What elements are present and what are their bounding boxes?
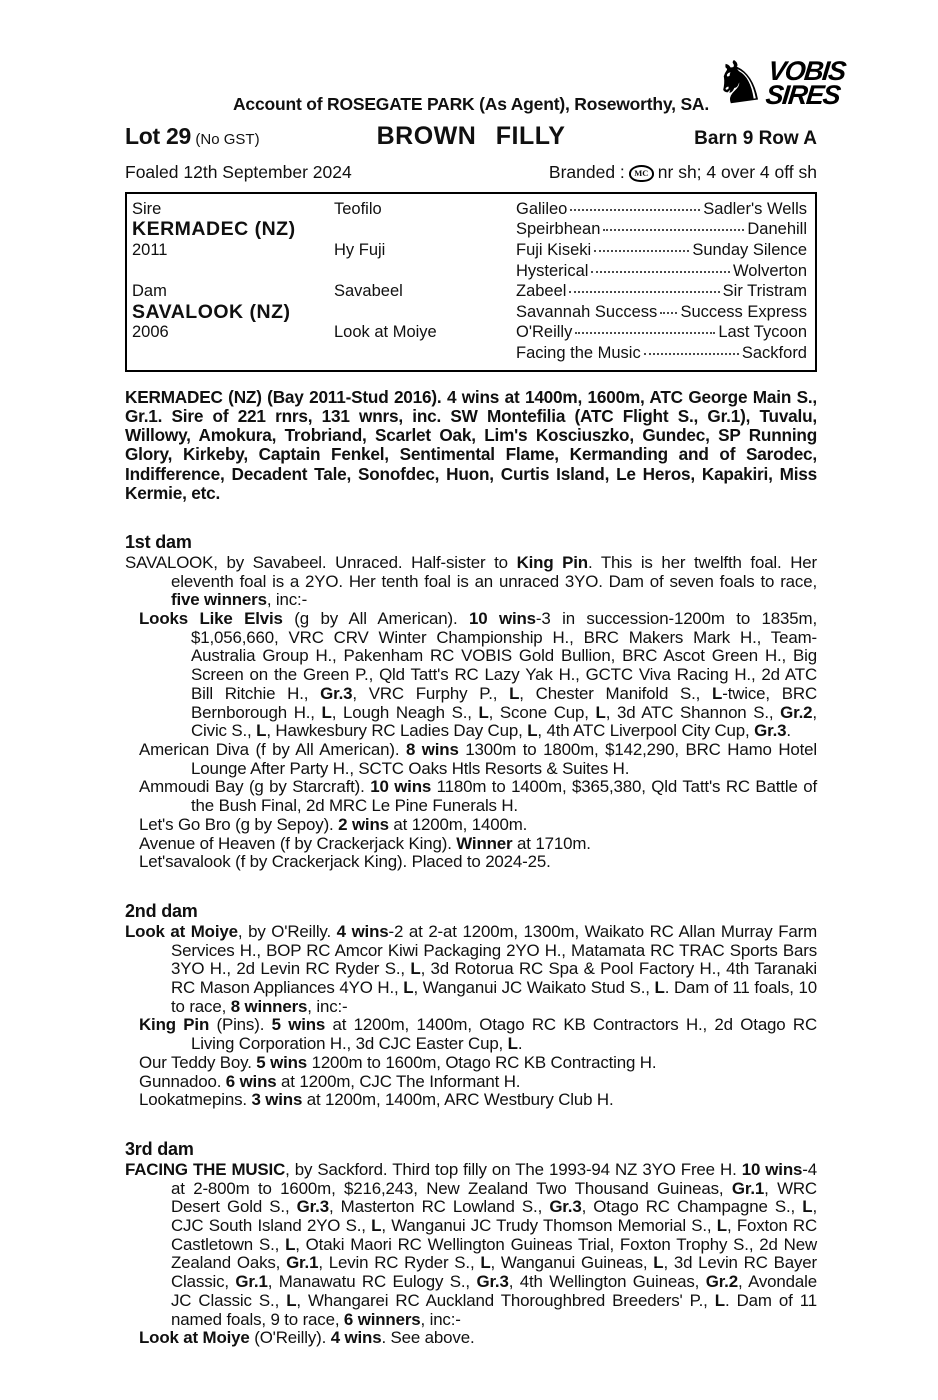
- progeny-entry: Look at Moiye (O'Reilly). 4 wins. See above.: [139, 1328, 475, 1348]
- section-1st-dam: [125, 532, 817, 872]
- progeny-entry: King Pin (Pins). 5 wins at 1200m, 1400m, Otago RC KB Contractors H., 2d Otago RC Living Corporation H., 3d CJC Easter Cup, L.: [139, 1015, 818, 1054]
- barn-row-label: Barn 9 Row A: [694, 128, 817, 149]
- dotted-leader: [570, 209, 700, 211]
- dam-year: 2006: [132, 323, 169, 342]
- dotted-leader: [603, 229, 744, 231]
- section-heading: 1st dam: [125, 531, 192, 552]
- ancestor-name: Galileo: [516, 199, 568, 218]
- ancestor-name: Speirbhean: [516, 220, 601, 239]
- ancestor-name: O'Reilly: [516, 323, 573, 342]
- progeny-entry: Lookatmepins. 3 wins at 1200m, 1400m, ARC Westbury Club H.: [139, 1090, 614, 1110]
- ancestor-sire: Sir Tristram: [722, 282, 807, 301]
- section-2nd-dam: [125, 901, 817, 1110]
- sire-name: KERMADEC (NZ): [132, 218, 296, 241]
- progeny-entry: Avenue of Heaven (f by Crackerjack King). Winner at 1710m.: [139, 833, 591, 853]
- lot-number: Lot 29: [125, 123, 191, 149]
- grandparent-row: [516, 200, 807, 219]
- progeny-entry: Ammoudi Bay (g by Starcraft). 10 wins 1180m to 1400m, $365,380, Qld Tatt's RC Battle of the Bush Final, 2d MRC Le Pine Funerals H.: [139, 777, 817, 816]
- sire-sire: Teofilo: [334, 199, 382, 218]
- dam-sire: Savabeel: [334, 282, 403, 301]
- ancestor-sire: Danehill: [747, 220, 807, 239]
- dotted-leader: [569, 291, 719, 293]
- progeny-entry: Looks Like Elvis (g by All American). 10 wins-3 in succession-1200m to 1835m, $1,056,660, VRC CRV Winter Championship H., BRC Makers Mark H., Team-Australia Group H., Pakenham RC VOBIS Gold Bullion, BRC Ascot Green H., Big Screen on the Green P., Qld Tatt's RC Lazy Yak H., GCTC Viva Racing H., 2d ATC Bill Ritchie H., Gr.3, VRC Furphy P., L, Chester Manifold S., L-twice, BRC Bernborough H., L, Lough Neagh S., L, Scone Cup, L, 3d ATC Shannon S., Gr.2, Civic S., L, Hawkesbury RC Ladies Day Cup, L, 4th ATC Liverpool City Cup, Gr.3.: [139, 609, 818, 741]
- section-3rd-dam: [125, 1139, 817, 1348]
- grandparent-row: [516, 323, 807, 342]
- branded-text: nr sh; 4 over 4 off sh: [657, 162, 817, 182]
- sire-summary: KERMADEC (NZ) (Bay 2011-Stud 2016). 4 wins at 1400m, 1600m, ATC George Main S., Gr.1. Sire of 221 rnrs, 131 wnrs, inc. SW Montefilia (ATC Flight S., Gr.1), Tuvalu, Willowy, Amokura, Trobriand, Scarlet Oak, Lim's Kosciuszko, Gundec, SP Running Glory, Kirkeby, Captain Fenkel, Sentimental Flame, Kermanding and of Sarodec, Indifference, Decadent Tale, Sonofdec, Huon, Curtis Island, Le Heros, Kapakiri, Miss Kermie, etc.: [125, 386, 817, 503]
- ancestor-name: Hysterical: [516, 261, 589, 280]
- foaled-date: Foaled 12th September 2024: [125, 162, 352, 182]
- dam-paragraph: SAVALOOK, by Savabeel. Unraced. Half-sister to King Pin. This is her twelfth foal. Her eleventh foal is a 2YO. Her tenth foal is an unraced 3YO. Dam of seven foals to race, five winners, inc:-: [125, 552, 817, 610]
- grandparent-row: [516, 282, 807, 301]
- ancestor-sire: Last Tycoon: [718, 323, 807, 342]
- dam-dam: Look at Moiye: [334, 323, 437, 342]
- grandparent-row: [516, 303, 807, 322]
- grandparent-row: [516, 262, 807, 281]
- logo-line2: SIRES: [764, 80, 842, 110]
- ancestor-sire: Wolverton: [733, 261, 807, 280]
- progeny-entry: Gunnadoo. 6 wins at 1200m, CJC The Informant H.: [139, 1071, 521, 1091]
- logo-line1: VOBIS: [767, 55, 847, 86]
- branded-label: Branded :: [548, 162, 625, 182]
- lot-header-row: [125, 122, 817, 151]
- progeny-entry: Let's Go Bro (g by Sepoy). 2 wins at 1200m, 1400m.: [139, 814, 528, 834]
- account-line: Account of ROSEGATE PARK (As Agent), Roseworthy, SA.: [232, 94, 710, 114]
- horse-jockey-icon: ♞: [709, 46, 770, 119]
- dotted-leader: [591, 271, 730, 273]
- ancestor-name: Savannah Success: [516, 302, 658, 321]
- foal-brand-row: [125, 162, 817, 183]
- vobis-sires-logo: [709, 46, 847, 119]
- ancestor-sire: Success Express: [680, 302, 807, 321]
- grandparent-row: [516, 344, 807, 363]
- sire-role-label: Sire: [132, 199, 162, 218]
- dam-name: SAVALOOK (NZ): [132, 300, 291, 323]
- horse-title: BROWN FILLY: [376, 122, 566, 150]
- ancestor-sire: Sunday Silence: [692, 240, 807, 259]
- dam-paragraph: FACING THE MUSIC, by Sackford. Third top filly on The 1993-94 NZ 3YO Free H. 10 wins-4 at 2-800m to 1600m, $216,243, New Zealand Two Thousand Guineas, Gr.1, WRC Desert Gold S., Gr.3, Masterton RC Lowland S., Gr.3, Otago RC Champagne S., L, CJC South Island 2YO S., L, Wanganui JC Trudy Thomson Memorial S., L, Foxton RC Castletown S., L, Otaki Maori RC Wellington Guineas Trial, Foxton Trophy S., 2d New Zealand Oaks, Gr.1, Levin RC Ryder S., L, Wanganui Guineas, L, 3d Levin RC Bayer Classic, Gr.1, Manawatu RC Eulogy S., Gr.3, 4th Wellington Guineas, Gr.2, Avondale JC Classic S., L, Whangarei RC Auckland Thoroughbred Breeders' P., L. Dam of 11 named foals, 9 to race, 6 winners, inc:-: [125, 1159, 818, 1329]
- progeny-entry: American Diva (f by All American). 8 wins 1300m to 1800m, $142,290, BRC Hamo Hotel Lounge After Party H., SCTC Oaks Htls Resorts & Suites H.: [139, 740, 817, 778]
- lot-block: [125, 123, 377, 150]
- ancestor-name: Fuji Kiseki: [516, 240, 592, 259]
- brand-mark-icon: MC: [629, 165, 654, 182]
- section-heading: 2nd dam: [125, 900, 198, 921]
- dam-paragraph: Look at Moiye, by O'Reilly. 4 wins-2 at 2-at 1200m, 1300m, Waikato RC Allan Murray Farm Services H., BOP RC Amcor Kiwi Packaging 2YO H., Matamata RC TRAC Sports Bars 3YO H., 2d Levin RC Ryder S., L, 3d Rotorua RC Spa & Pool Factory H., 4th Taranaki RC Mason Appliances 4YO H., L, Wanganui JC Waikato Stud S., L. Dam of 11 foals, 10 to race, 8 winners, inc:-: [125, 921, 818, 1016]
- progeny-entry: Let'savalook (f by Crackerjack King). Placed to 2024-25.: [139, 852, 551, 872]
- grandparent-row: [516, 220, 807, 239]
- pedigree-table: [125, 192, 817, 372]
- section-heading: 3rd dam: [125, 1138, 194, 1159]
- branded-info: [549, 162, 817, 183]
- sire-year: 2011: [132, 240, 168, 259]
- logo-text: [764, 55, 847, 110]
- dotted-leader: [594, 250, 689, 252]
- grandparent-row: [516, 241, 807, 260]
- ancestor-name: Zabeel: [516, 282, 567, 301]
- progeny-entry: Our Teddy Boy. 5 wins 1200m to 1600m, Otago RC KB Contracting H.: [139, 1052, 657, 1072]
- dotted-leader: [644, 353, 739, 355]
- ancestor-sire: Sadler's Wells: [703, 199, 807, 218]
- dotted-leader: [575, 332, 715, 334]
- ancestor-name: Facing the Music: [516, 343, 641, 362]
- dotted-leader: [660, 312, 677, 314]
- ancestor-sire: Sackford: [741, 343, 807, 362]
- sire-dam: Hy Fuji: [334, 240, 386, 259]
- gst-note: (No GST): [195, 131, 260, 148]
- dam-role-label: Dam: [132, 282, 167, 301]
